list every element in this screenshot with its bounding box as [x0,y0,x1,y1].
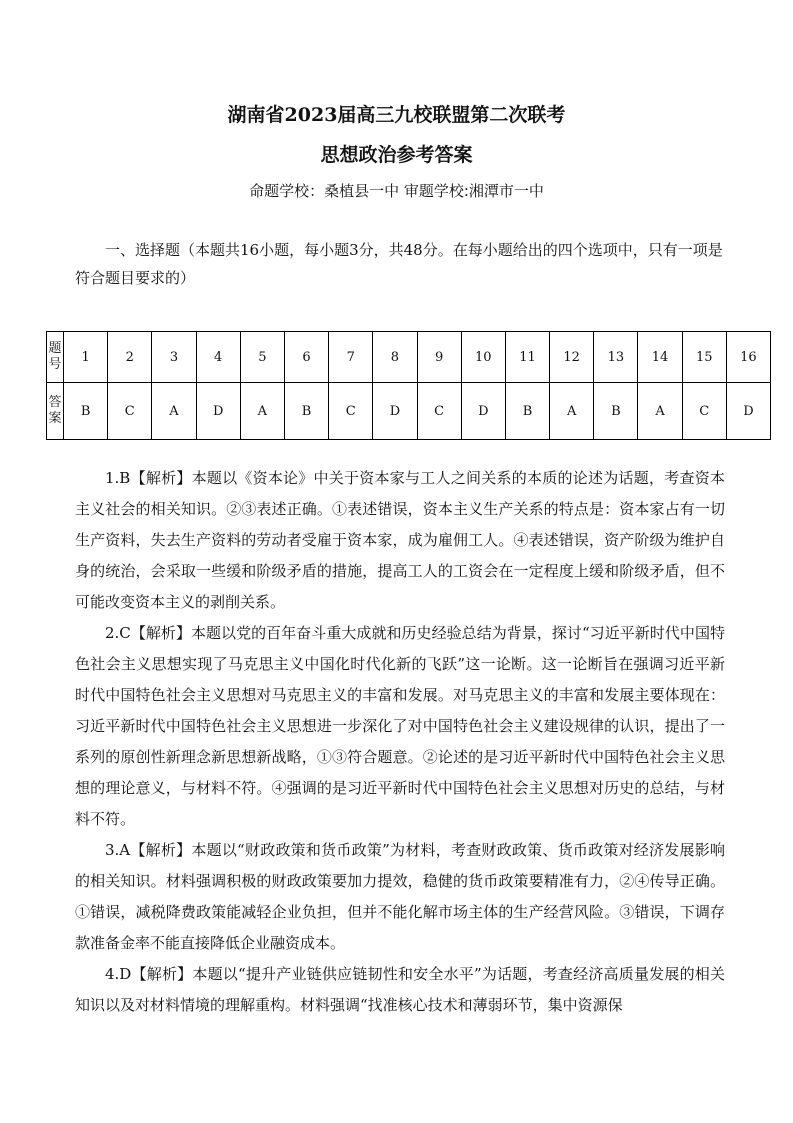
question-number-cell: 2 [108,332,152,383]
question-number-cell: 6 [284,332,328,383]
question-number-cell: 5 [240,332,284,383]
answer-cell: D [196,383,240,440]
question-number-cell: 7 [329,332,373,383]
number-row [47,332,771,383]
question-number-cell: 12 [550,332,594,383]
answer-cell: A [638,383,682,440]
question-number-cell: 11 [505,332,549,383]
answer-cell: A [550,383,594,440]
section-intro: 一、选择题（本题共16小题，每小题3分，共48分。在每小题给出的四个选项中，只有一项是符合题目要求的） [75,241,723,287]
question-number-cell: 3 [152,332,196,383]
answer-cell: B [284,383,328,440]
explanation-lead: 1.B【解析】 [105,469,192,487]
answer-cell: D [726,383,770,440]
question-number-cell: 9 [417,332,461,383]
answer-cell: C [682,383,726,440]
number-row-header: 题 号 [47,332,64,383]
question-number-cell: 14 [638,332,682,383]
answer-cell: A [152,383,196,440]
question-number-cell: 8 [373,332,417,383]
page-subtitle: 思想政治参考答案 [320,144,473,166]
answer-cell: D [461,383,505,440]
question-number-cell: 4 [196,332,240,383]
explanation-paragraph [75,959,725,1021]
school-info: 命题学校：桑植县一中 审题学校:湘潭市一中 [249,182,544,200]
answer-table [46,331,771,440]
answer-cell: C [417,383,461,440]
answer-row [47,383,771,440]
answer-cell: D [373,383,417,440]
explanation-paragraph [75,618,725,835]
explanation-paragraph [75,463,725,618]
answer-cell: B [505,383,549,440]
explanation-lead: 4.D【解析】 [105,965,193,983]
answer-cell: B [594,383,638,440]
explanation-text: 本题以《资本论》中关于资本家与工人之间关系的本质的论述为话题，考查资本主义社会的相关知识。②③表述正确。①表述错误，资本主义生产关系的特点是：资本家占有一切生产资料，失去生产资料的劳动者受雇于资本家，成为雇佣工人。④表述错误，资产阶级为维护自身的统治，会采取一些缓和阶级矛盾的措施，提高工人的工资会在一定程度上缓和阶级矛盾，但不可能改变资本主义的剥削关系。 [75,469,725,611]
answer-cell: C [329,383,373,440]
explanation-text: 本题以“提升产业链供应链韧性和安全水平”为话题，考查经济高质量发展的相关知识以及对材料情境的理解重构。材料强调“找准核心技术和薄弱环节，集中资源保 [75,965,726,1014]
explanation-lead: 3.A【解析】 [105,841,192,859]
question-number-cell: 15 [682,332,726,383]
explanation-text: 本题以“财政政策和货币政策”为材料，考查财政政策、货币政策对经济发展影响的相关知识。材料强调积极的财政政策要加力提效，稳健的货币政策要精准有力，②④传导正确。①错误，减税降费政策能减轻企业负担，但并不能化解市场主体的生产经营风险。③错误，下调存款准备金率不能直接降低企业融资成本。 [75,841,725,952]
answer-cell: B [64,383,108,440]
question-number-cell: 10 [461,332,505,383]
explanation-lead: 2.C【解析】 [105,624,191,642]
question-number-cell: 1 [64,332,108,383]
explanation-paragraph [75,835,725,959]
answer-cell: A [240,383,284,440]
answer-row-header: 答 案 [47,383,64,440]
page-title: 湖南省2023届高三九校联盟第二次联考 [227,104,566,126]
question-number-cell: 16 [726,332,770,383]
explanations [75,463,725,1021]
question-number-cell: 13 [594,332,638,383]
explanation-text: 本题以党的百年奋斗重大成就和历史经验总结为背景，探讨“习近平新时代中国特色社会主义思想实现了马克思主义中国化时代化新的飞跃”这一论断。这一论断旨在强调习近平新时代中国特色社会主义思想对马克思主义的丰富和发展。对马克思主义的丰富和发展主要体现在：习近平新时代中国特色社会主义思想进一步深化了对中国特色社会主义建设规律的认识，提出了一系列的原创性新理念新思想新战略，①③符合题意。②论述的是习近平新时代中国特色社会主义思想的理论意义，与材料不符。④强调的是习近平新时代中国特色社会主义思想对历史的总结，与材料不符。 [75,624,725,828]
answer-cell: C [108,383,152,440]
